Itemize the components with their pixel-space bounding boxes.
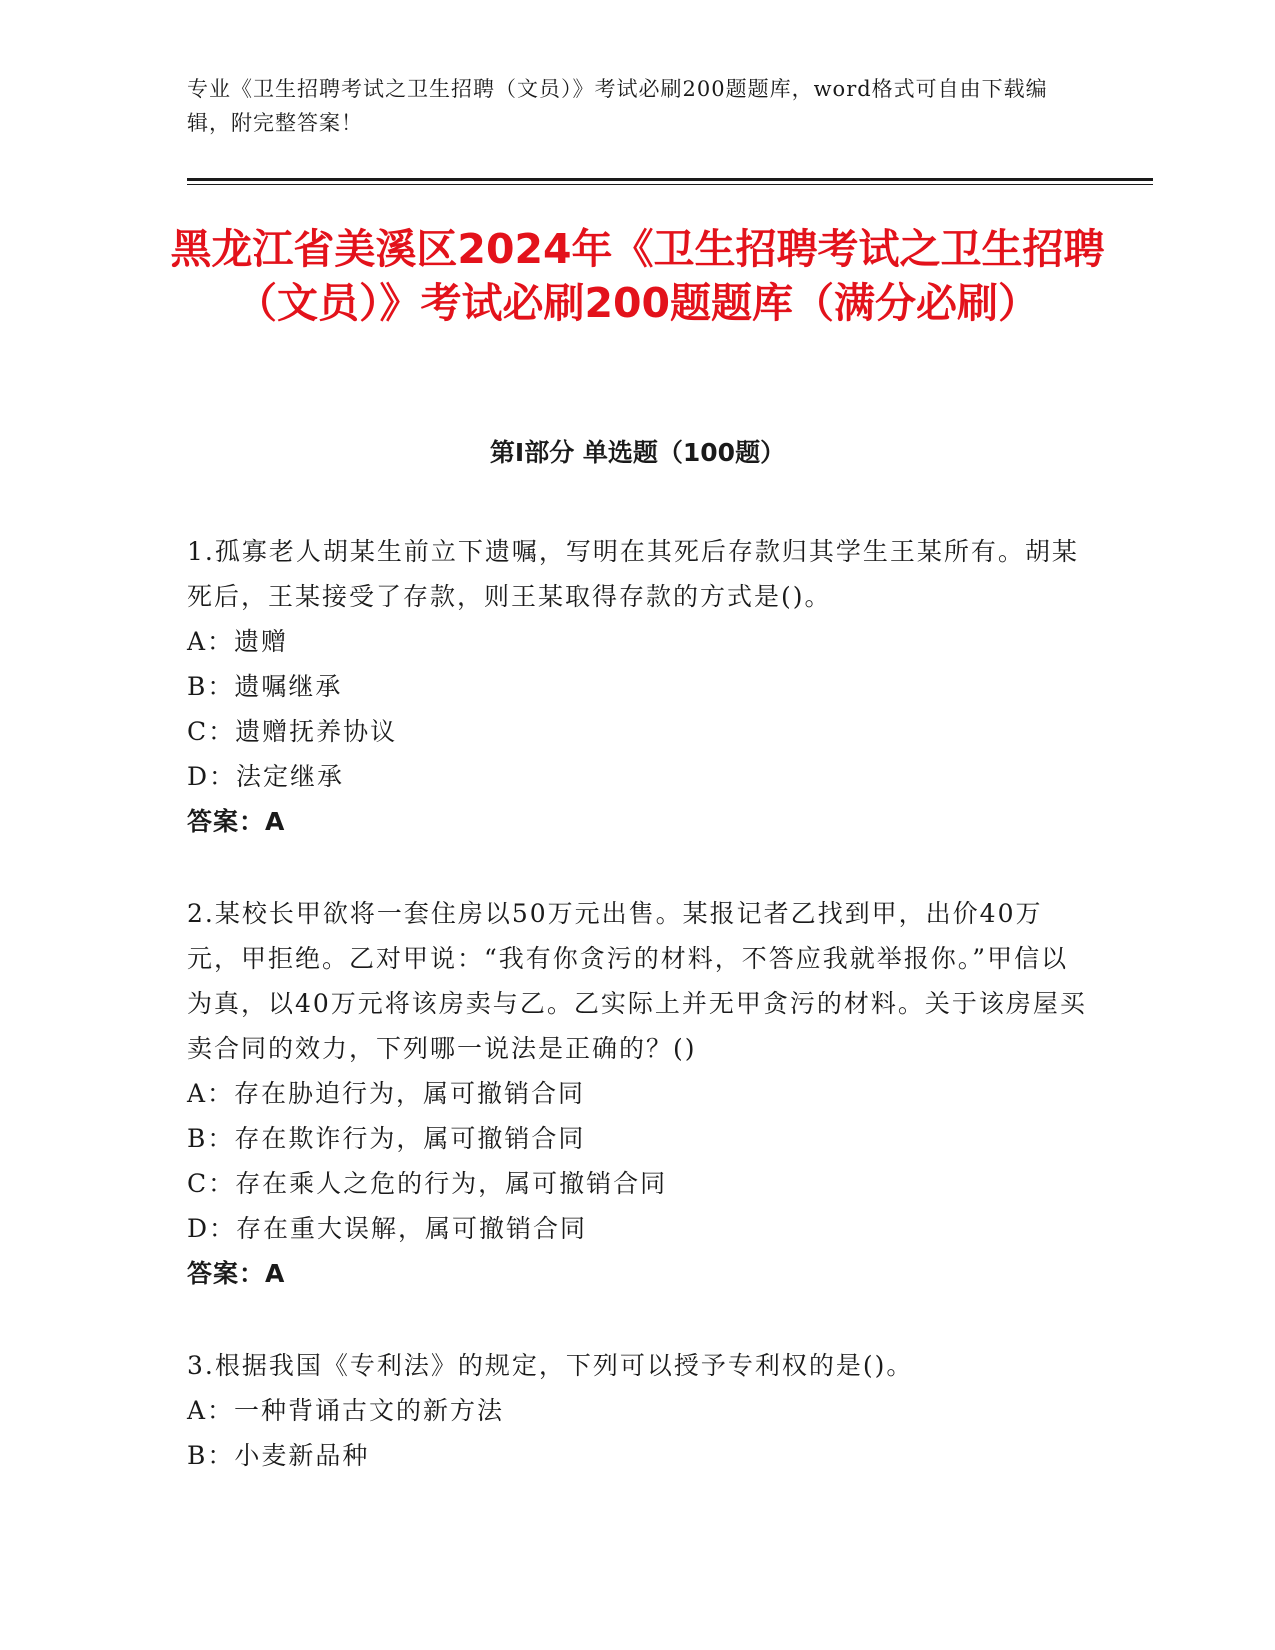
question-2 xyxy=(187,891,1087,1296)
option-b: B：存在欺诈行为，属可撤销合同 xyxy=(187,1124,586,1153)
document-title: 黑龙江省美溪区2024年《卫生招聘考试之卫生招聘（文员）》考试必刷200题题库（满分必刷） xyxy=(170,225,1105,327)
question-stem: 3.根据我国《专利法》的规定，下列可以授予专利权的是()。 xyxy=(187,1351,914,1380)
header-divider-thin xyxy=(187,184,1153,185)
option-d: D：法定继承 xyxy=(187,762,345,791)
header-divider-thick xyxy=(187,178,1153,181)
option-a: A：遗赠 xyxy=(187,627,289,656)
question-stem: 1.孤寡老人胡某生前立下遗嘱，写明在其死后存款归其学生王某所有。胡某死后，王某接受了存款，则王某取得存款的方式是()。 xyxy=(187,537,1079,611)
option-c: C：存在乘人之危的行为，属可撤销合同 xyxy=(187,1169,668,1198)
option-b: B：遗嘱继承 xyxy=(187,672,343,701)
option-a: A：存在胁迫行为，属可撤销合同 xyxy=(187,1079,586,1108)
header-note: 专业《卫生招聘考试之卫生招聘（文员）》考试必刷200题题库，word格式可自由下载编辑，附完整答案！ xyxy=(187,77,1048,135)
option-c: C：遗赠抚养协议 xyxy=(187,717,398,746)
question-1 xyxy=(187,529,1087,844)
answer: 答案：A xyxy=(187,807,286,836)
option-b: B：小麦新品种 xyxy=(187,1441,370,1470)
question-list xyxy=(187,529,1087,1525)
answer: 答案：A xyxy=(187,1259,286,1288)
option-a: A：一种背诵古文的新方法 xyxy=(187,1396,505,1425)
question-stem: 2.某校长甲欲将一套住房以50万元出售。某报记者乙找到甲，出价40万元，甲拒绝。乙对甲说：“我有你贪污的材料，不答应我就举报你。”甲信以为真，以40万元将该房卖与乙。乙实际上并无甲贪污的材料。关于该房屋买卖合同的效力，下列哪一说法是正确的？() xyxy=(187,899,1087,1063)
section-title: 第I部分 单选题（100题） xyxy=(489,438,786,467)
question-3 xyxy=(187,1343,1087,1478)
option-d: D：存在重大误解，属可撤销合同 xyxy=(187,1214,588,1243)
